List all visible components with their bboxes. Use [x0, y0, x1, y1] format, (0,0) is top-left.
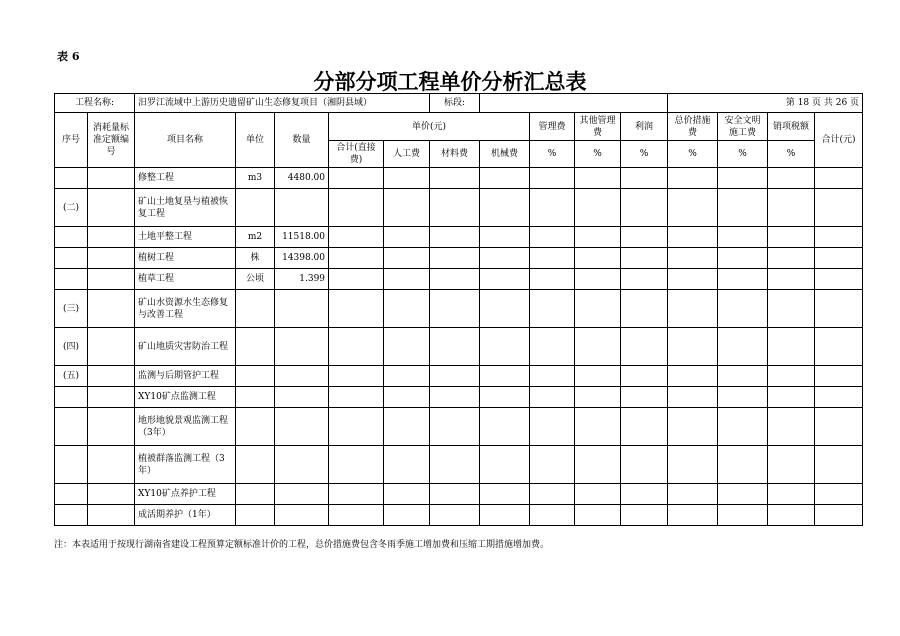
- cell-empty: [668, 227, 718, 248]
- cell-empty: [668, 387, 718, 408]
- cell-qty: 4480.00: [275, 168, 329, 189]
- cell-empty: [430, 408, 480, 446]
- cell-empty: [768, 269, 815, 290]
- cell-empty: [621, 189, 668, 227]
- cell-empty: [329, 248, 384, 269]
- cell-empty: [621, 168, 668, 189]
- cell-seq: [55, 269, 88, 290]
- cell-empty: [530, 366, 575, 387]
- cell-empty: [575, 189, 621, 227]
- document-title: 分部分项工程单价分析汇总表: [313, 70, 587, 94]
- cell-empty: [384, 387, 430, 408]
- cell-empty: [621, 328, 668, 366]
- cell-empty: [768, 168, 815, 189]
- header-vat: 销项税额: [768, 113, 815, 141]
- cell-empty: [768, 446, 815, 484]
- cell-empty: [430, 484, 480, 505]
- table-row: [55, 366, 863, 387]
- table-row: [55, 387, 863, 408]
- cell-empty: [575, 408, 621, 446]
- cell-empty: [329, 366, 384, 387]
- cell-empty: [430, 387, 480, 408]
- cell-empty: [668, 168, 718, 189]
- cell-empty: [575, 446, 621, 484]
- cell-seq: (二): [55, 189, 88, 227]
- cell-empty: [530, 248, 575, 269]
- cell-empty: [621, 505, 668, 526]
- cell-empty: [575, 484, 621, 505]
- header-total-measure: 总价措施费: [668, 113, 718, 141]
- cell-empty: [329, 446, 384, 484]
- header-safety: 安全文明施工费: [718, 113, 768, 141]
- cell-empty: [384, 227, 430, 248]
- table-info-rows: [55, 94, 863, 113]
- pct-safety: %: [718, 141, 768, 168]
- cell-empty: [815, 408, 863, 446]
- cell-empty: [815, 227, 863, 248]
- cell-empty: [329, 168, 384, 189]
- cell-empty: [575, 269, 621, 290]
- cell-empty: [430, 168, 480, 189]
- cell-empty: [480, 290, 530, 328]
- cell-empty: [384, 366, 430, 387]
- header-mgmt: 管理费: [530, 113, 575, 141]
- cell-qty: [275, 366, 329, 387]
- cell-empty: [668, 505, 718, 526]
- cell-empty: [575, 387, 621, 408]
- cell-empty: [668, 446, 718, 484]
- cell-empty: [384, 408, 430, 446]
- cell-seq: [55, 387, 88, 408]
- cell-empty: [815, 446, 863, 484]
- cell-empty: [668, 290, 718, 328]
- table-row: [55, 248, 863, 269]
- cell-quota: [88, 269, 135, 290]
- cell-quota: [88, 446, 135, 484]
- cell-quota: [88, 505, 135, 526]
- cell-empty: [329, 408, 384, 446]
- cell-empty: [329, 269, 384, 290]
- header-qty: 数量: [275, 113, 329, 168]
- cell-empty: [718, 446, 768, 484]
- cell-empty: [768, 328, 815, 366]
- cell-empty: [815, 505, 863, 526]
- cell-empty: [815, 484, 863, 505]
- cell-empty: [384, 290, 430, 328]
- header-sum: 合计(元): [815, 113, 863, 168]
- cell-empty: [768, 366, 815, 387]
- cell-quota: [88, 248, 135, 269]
- cell-unit: [236, 387, 275, 408]
- cell-unit: [236, 484, 275, 505]
- cell-unit: m3: [236, 168, 275, 189]
- cell-name: 监测与后期管护工程: [135, 366, 236, 387]
- cell-empty: [530, 290, 575, 328]
- cell-unit: 株: [236, 248, 275, 269]
- cell-quota: [88, 408, 135, 446]
- header-unit: 单位: [236, 113, 275, 168]
- cell-empty: [621, 227, 668, 248]
- cell-qty: 1.399: [275, 269, 329, 290]
- cell-empty: [329, 505, 384, 526]
- cell-unit: 公顷: [236, 269, 275, 290]
- cell-empty: [430, 328, 480, 366]
- cell-empty: [768, 189, 815, 227]
- cell-unit: [236, 505, 275, 526]
- cell-empty: [575, 328, 621, 366]
- cell-qty: [275, 387, 329, 408]
- cell-empty: [329, 189, 384, 227]
- cell-empty: [480, 366, 530, 387]
- cell-name: 矿山地质灾害防治工程: [135, 328, 236, 366]
- pct-mgmt: %: [530, 141, 575, 168]
- cell-empty: [718, 505, 768, 526]
- table-header: [55, 113, 863, 168]
- cell-quota: [88, 168, 135, 189]
- cell-empty: [430, 269, 480, 290]
- cell-empty: [575, 168, 621, 189]
- header-name: 项目名称: [135, 113, 236, 168]
- project-label: 工程名称:: [55, 94, 135, 113]
- cell-empty: [815, 366, 863, 387]
- cell-empty: [430, 290, 480, 328]
- cell-empty: [384, 505, 430, 526]
- table-row: [55, 290, 863, 328]
- cell-qty: [275, 408, 329, 446]
- cell-empty: [768, 290, 815, 328]
- header-quota: 消耗量标准定额编号: [88, 113, 135, 168]
- cell-quota: [88, 328, 135, 366]
- cell-qty: [275, 328, 329, 366]
- cell-empty: [480, 227, 530, 248]
- cell-empty: [530, 408, 575, 446]
- cell-quota: [88, 387, 135, 408]
- table-row: [55, 408, 863, 446]
- table-row: [55, 168, 863, 189]
- table-row: [55, 505, 863, 526]
- pct-total-measure: %: [668, 141, 718, 168]
- cell-seq: (三): [55, 290, 88, 328]
- cell-name: 修整工程: [135, 168, 236, 189]
- cell-empty: [480, 387, 530, 408]
- cell-unit: [236, 366, 275, 387]
- cell-empty: [430, 446, 480, 484]
- cell-empty: [718, 328, 768, 366]
- cell-empty: [329, 227, 384, 248]
- cell-unit: [236, 446, 275, 484]
- cell-empty: [530, 446, 575, 484]
- cell-empty: [530, 168, 575, 189]
- cell-seq: [55, 168, 88, 189]
- cell-empty: [815, 328, 863, 366]
- pct-vat: %: [768, 141, 815, 168]
- cell-empty: [718, 248, 768, 269]
- section-value: [480, 94, 668, 113]
- cell-quota: [88, 290, 135, 328]
- cell-qty: [275, 290, 329, 328]
- table-number: 表 6: [57, 50, 80, 63]
- cell-empty: [718, 387, 768, 408]
- cell-name: 植草工程: [135, 269, 236, 290]
- table-row: [55, 227, 863, 248]
- cell-empty: [530, 328, 575, 366]
- cell-empty: [384, 484, 430, 505]
- cell-empty: [480, 505, 530, 526]
- cell-seq: [55, 446, 88, 484]
- section-label: 标段:: [430, 94, 480, 113]
- cell-empty: [430, 248, 480, 269]
- table-row: [55, 269, 863, 290]
- header-total-direct: 合计(直接费): [329, 141, 384, 168]
- cell-empty: [621, 484, 668, 505]
- cell-empty: [768, 484, 815, 505]
- table-row: [55, 189, 863, 227]
- cell-empty: [668, 248, 718, 269]
- header-material: 材料费: [430, 141, 480, 168]
- cell-empty: [430, 505, 480, 526]
- header-other-mgmt: 其他管理费: [575, 113, 621, 141]
- cell-seq: (四): [55, 328, 88, 366]
- cell-empty: [329, 484, 384, 505]
- cell-seq: [55, 227, 88, 248]
- cell-empty: [768, 248, 815, 269]
- cell-empty: [430, 189, 480, 227]
- cell-empty: [768, 227, 815, 248]
- cell-quota: [88, 189, 135, 227]
- cell-empty: [575, 505, 621, 526]
- cell-quota: [88, 484, 135, 505]
- table-row: [55, 328, 863, 366]
- cell-empty: [480, 408, 530, 446]
- cell-empty: [480, 168, 530, 189]
- cell-seq: [55, 408, 88, 446]
- cell-empty: [329, 328, 384, 366]
- cell-name: 矿山水资源水生态修复与改善工程: [135, 290, 236, 328]
- cell-quota: [88, 366, 135, 387]
- cell-empty: [384, 446, 430, 484]
- cell-name: XY10矿点监测工程: [135, 387, 236, 408]
- price-analysis-table: [54, 93, 863, 526]
- cell-empty: [815, 168, 863, 189]
- cell-empty: [575, 290, 621, 328]
- project-name: 汨罗江流域中上游历史遗留矿山生态修复项目（湘阴县域）: [135, 94, 430, 113]
- cell-name: 植被群落监测工程（3年）: [135, 446, 236, 484]
- cell-name: 植树工程: [135, 248, 236, 269]
- cell-seq: [55, 248, 88, 269]
- cell-empty: [815, 189, 863, 227]
- cell-empty: [768, 408, 815, 446]
- cell-empty: [480, 446, 530, 484]
- cell-empty: [668, 269, 718, 290]
- cell-empty: [430, 366, 480, 387]
- cell-seq: [55, 484, 88, 505]
- cell-qty: [275, 484, 329, 505]
- footnote: 注：本表适用于按现行湖南省建设工程预算定额标准计价的工程，总价措施费包含冬雨季施工增加费和压缩工期措施增加费。: [54, 540, 550, 550]
- cell-empty: [480, 484, 530, 505]
- page-info: 第 18 页 共 26 页: [668, 94, 863, 113]
- cell-empty: [815, 387, 863, 408]
- cell-empty: [718, 484, 768, 505]
- cell-qty: 14398.00: [275, 248, 329, 269]
- cell-empty: [815, 248, 863, 269]
- cell-empty: [668, 189, 718, 227]
- cell-empty: [384, 248, 430, 269]
- cell-empty: [384, 168, 430, 189]
- cell-seq: (五): [55, 366, 88, 387]
- cell-empty: [718, 366, 768, 387]
- cell-empty: [768, 387, 815, 408]
- cell-empty: [768, 505, 815, 526]
- cell-empty: [530, 505, 575, 526]
- cell-empty: [384, 269, 430, 290]
- cell-qty: [275, 189, 329, 227]
- cell-unit: [236, 408, 275, 446]
- cell-unit: m2: [236, 227, 275, 248]
- cell-empty: [718, 189, 768, 227]
- cell-qty: 11518.00: [275, 227, 329, 248]
- cell-empty: [530, 227, 575, 248]
- header-profit: 利润: [621, 113, 668, 141]
- cell-empty: [384, 328, 430, 366]
- cell-name: 土地平整工程: [135, 227, 236, 248]
- header-machine: 机械费: [480, 141, 530, 168]
- cell-seq: [55, 505, 88, 526]
- cell-empty: [621, 446, 668, 484]
- cell-name: 成活期养护（1年）: [135, 505, 236, 526]
- cell-empty: [480, 189, 530, 227]
- cell-empty: [668, 408, 718, 446]
- cell-empty: [430, 227, 480, 248]
- cell-empty: [329, 290, 384, 328]
- cell-empty: [621, 366, 668, 387]
- table-row: [55, 484, 863, 505]
- cell-empty: [621, 269, 668, 290]
- cell-empty: [718, 408, 768, 446]
- header-labor: 人工费: [384, 141, 430, 168]
- cell-empty: [718, 227, 768, 248]
- cell-empty: [621, 248, 668, 269]
- cell-empty: [668, 328, 718, 366]
- cell-name: 矿山土地复垦与植被恢复工程: [135, 189, 236, 227]
- header-unit-price: 单价(元): [329, 113, 530, 141]
- cell-empty: [329, 387, 384, 408]
- cell-empty: [621, 290, 668, 328]
- cell-unit: [236, 328, 275, 366]
- cell-empty: [530, 189, 575, 227]
- cell-empty: [480, 248, 530, 269]
- cell-empty: [530, 269, 575, 290]
- cell-empty: [480, 269, 530, 290]
- cell-quota: [88, 227, 135, 248]
- cell-empty: [575, 366, 621, 387]
- cell-unit: [236, 189, 275, 227]
- cell-empty: [718, 168, 768, 189]
- cell-empty: [575, 227, 621, 248]
- cell-name: XY10矿点养护工程: [135, 484, 236, 505]
- cell-name: 地形地貌景观监测工程（3年）: [135, 408, 236, 446]
- cell-empty: [815, 290, 863, 328]
- cell-empty: [621, 387, 668, 408]
- cell-empty: [530, 484, 575, 505]
- cell-empty: [530, 387, 575, 408]
- pct-other-mgmt: %: [575, 141, 621, 168]
- cell-empty: [575, 248, 621, 269]
- cell-qty: [275, 446, 329, 484]
- pct-profit: %: [621, 141, 668, 168]
- cell-unit: [236, 290, 275, 328]
- cell-qty: [275, 505, 329, 526]
- table-body: [55, 168, 863, 526]
- cell-empty: [480, 328, 530, 366]
- cell-empty: [384, 189, 430, 227]
- cell-empty: [718, 290, 768, 328]
- cell-empty: [668, 366, 718, 387]
- cell-empty: [668, 484, 718, 505]
- cell-empty: [718, 269, 768, 290]
- cell-empty: [621, 408, 668, 446]
- header-seq: 序号: [55, 113, 88, 168]
- table-row: [55, 446, 863, 484]
- cell-empty: [815, 269, 863, 290]
